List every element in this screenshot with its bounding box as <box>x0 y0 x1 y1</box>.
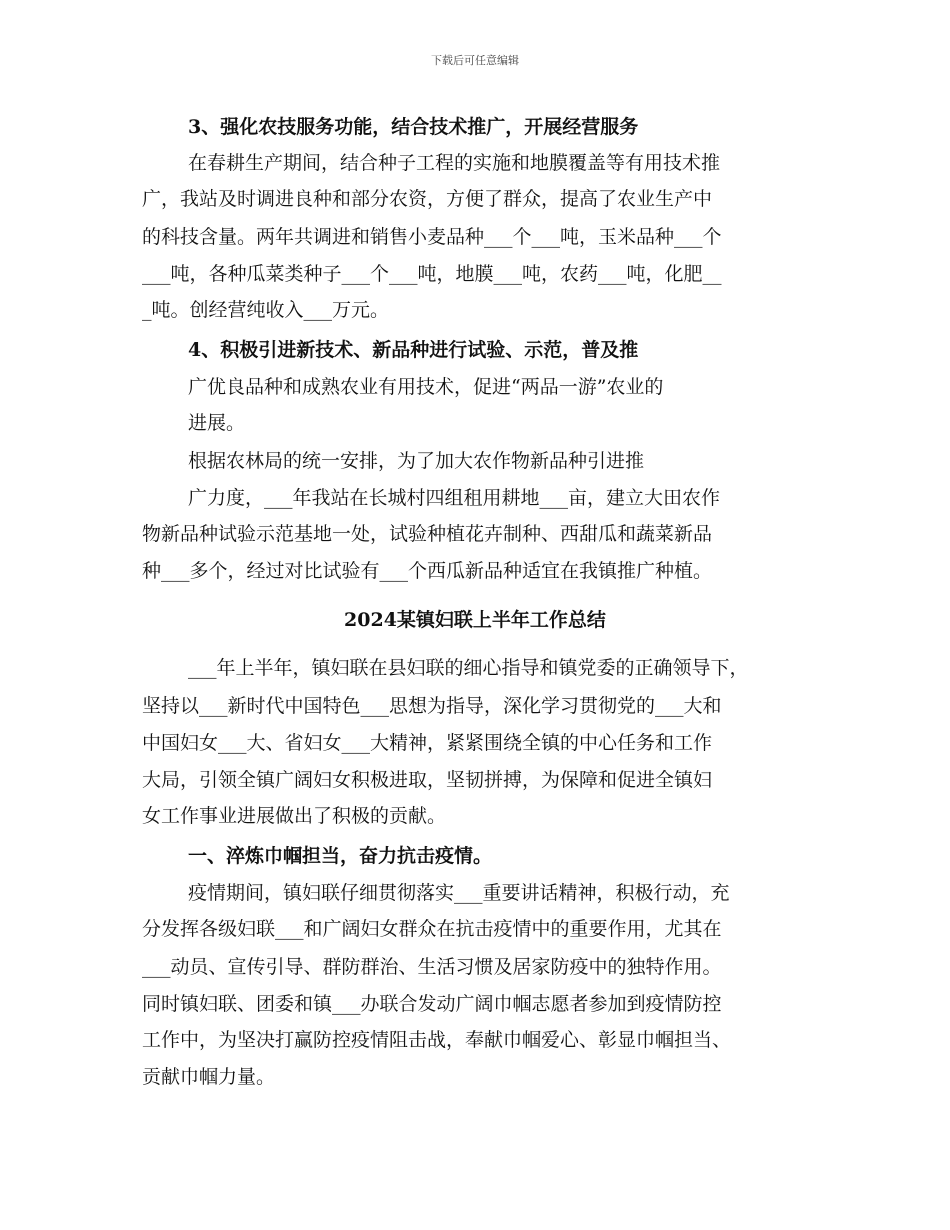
document-title: 2024某镇妇联上半年工作总结 <box>344 609 606 631</box>
paragraph-line: 中国妇女___大、省妇女___大精神，紧紧围绕全镇的中心任务和工作 <box>142 732 713 754</box>
paragraph-line: 的科技含量。两年共调进和销售小麦品种___个___吨，玉米品种___个 <box>142 226 722 248</box>
paragraph-line: 坚持以___新时代中国特色___思想为指导，深化学习贯彻党的___大和 <box>142 695 722 717</box>
paragraph-line: _吨。创经营纯收入___万元。 <box>142 299 390 321</box>
paragraph-line: ___动员、宣传引导、群防群治、生活习惯及居家防疫中的独特作用。 <box>142 956 722 978</box>
paragraph-line: 物新品种试验示范基地一处，试验种植花卉制种、西甜瓜和蔬菜新品 <box>142 523 713 545</box>
paragraph-line: 分发挥各级妇联___和广阔妇女群众在抗击疫情中的重要作用，尤其在 <box>142 918 722 940</box>
paragraph-line: 女工作事业进展做出了积极的贡献。 <box>142 805 447 827</box>
paragraph-line: 贡献巾帼力量。 <box>142 1066 276 1088</box>
paragraph-line: ___年上半年，镇妇联在县妇联的细心指导和镇党委的正确领导下， <box>188 657 749 679</box>
paragraph-line: 广，我站及时调进良种和部分农资，方便了群众，提高了农业生产中 <box>142 188 713 210</box>
paragraph-line: 同时镇妇联、团委和镇___办联合发动广阔巾帼志愿者参加到疫情防控 <box>142 993 722 1015</box>
paragraph-line: 进展。 <box>188 412 246 434</box>
paragraph-line: ___吨，各种瓜菜类种子___个___吨，地膜___吨，农药___吨，化肥__ <box>142 263 722 285</box>
section-heading: 3、强化农技服务功能，结合技术推广，开展经营服务 <box>188 116 639 138</box>
paragraph-line: 工作中，为坚决打赢防控疫情阻击战，奉献巾帼爱心、彰显巾帼担当、 <box>142 1029 732 1051</box>
section-heading: 4、积极引进新技术、新品种进行试验、示范，普及推 <box>188 339 639 361</box>
page-header: 下载后可任意编辑 <box>431 54 519 67</box>
section-heading: 一、淬炼巾帼担当，奋力抗击疫情。 <box>188 845 493 867</box>
paragraph-line: 根据农林局的统一安排，为了加大农作物新品种引进推 <box>188 450 645 472</box>
paragraph-line: 种___多个，经过对比试验有___个西瓜新品种适宜在我镇推广种植。 <box>142 560 713 582</box>
paragraph-line: 疫情期间，镇妇联仔细贯彻落实___重要讲话精神，积极行动，充 <box>188 882 730 904</box>
paragraph-line: 大局，引领全镇广阔妇女积极进取，坚韧拼搏，为保障和促进全镇妇 <box>142 769 713 791</box>
paragraph-line: 广优良品种和成熟农业有用技术，促进“两品一游”农业的 <box>188 376 664 398</box>
paragraph-line: 广力度，___年我站在长城村四组租用耕地___亩，建立大田农作 <box>188 487 721 509</box>
paragraph-line: 在春耕生产期间，结合种子工程的实施和地膜覆盖等有用技术推 <box>188 152 721 174</box>
